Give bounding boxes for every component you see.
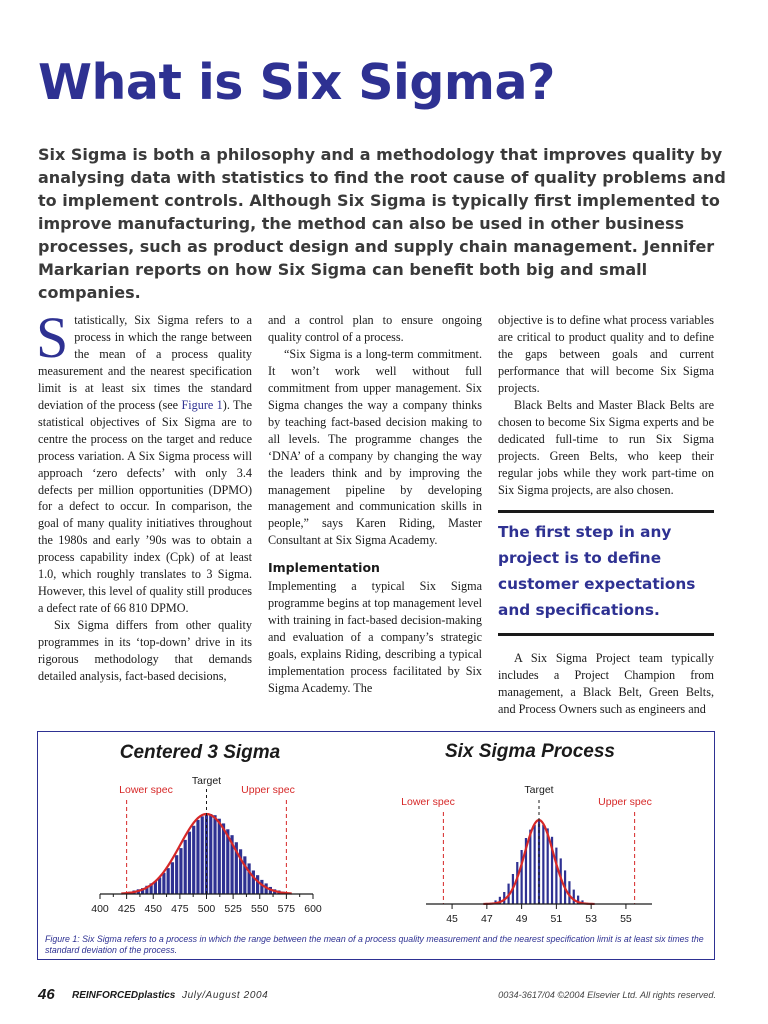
figure-1-link[interactable]: Figure 1 xyxy=(181,397,223,412)
histogram-bar xyxy=(179,848,182,894)
col3-paragraph-3: A Six Sigma Project team typically includes a Project Champion from management, a Black Belt, Green Belts, and Process Owners such as engineers and xyxy=(498,651,714,717)
x-tick-label: 51 xyxy=(550,913,563,925)
x-tick-label: 47 xyxy=(481,913,493,925)
upper-spec-label: Upper spec xyxy=(598,796,652,808)
drop-cap: S xyxy=(36,305,69,370)
histogram-bar xyxy=(158,878,161,894)
histogram-bar xyxy=(213,815,216,894)
histogram-bar xyxy=(573,890,575,904)
col1-p1-text-a: tatistically, Six Sigma refers to a process in which the range between the mean of a process quality measurement and the nearest specification limit is at least six times the standard deviation of the process (see xyxy=(38,313,252,412)
x-tick-label: 425 xyxy=(117,903,136,915)
column-3 xyxy=(498,312,714,718)
histogram-bar xyxy=(171,862,174,894)
target-label: Target xyxy=(524,784,554,796)
copyright-notice: 0034-3617/04 ©2004 Elsevier Ltd. All rights reserved. xyxy=(498,990,716,1000)
x-tick-label: 53 xyxy=(585,913,597,925)
col3-paragraph-2: Black Belts and Master Black Belts are chosen to become Six Sigma experts and be dedicated full-time to run Six Sigma projects. Green Belts, who keep their regular jobs while they work part-time on Six Sigma projects, are also chosen. xyxy=(498,397,714,497)
histogram-bar xyxy=(256,875,259,894)
column-2 xyxy=(268,312,482,697)
histogram-bar xyxy=(162,873,165,894)
x-tick-label: 400 xyxy=(91,903,109,915)
page-footer xyxy=(38,986,716,1006)
subhead-implementation: Implementation xyxy=(268,560,380,576)
x-tick-label: 45 xyxy=(446,913,458,925)
x-tick-label: 475 xyxy=(171,903,189,915)
chart-title: Six Sigma Process xyxy=(444,741,616,762)
figure-1 xyxy=(37,731,715,960)
magazine-name: REINFORCEDplastics xyxy=(72,990,176,1001)
x-tick-label: 575 xyxy=(277,903,296,915)
lower-spec-label: Lower spec xyxy=(119,784,173,796)
histogram-bar xyxy=(516,862,518,904)
col2-paragraph-2: “Six Sigma is a long-term commitment. It won’t work well without full commitment from upper management. Six Sigma changes the way a company thinks by teaching fact-based decision making to all levels. The programme changes the ‘DNA’ of a company by changing the way the leaders think and by improving the management pipeline by developing management and communication skills in people,” says Karen Riding, Master Consultant at Six Sigma Academy. xyxy=(268,346,482,548)
histogram-bar xyxy=(175,855,178,894)
x-tick-label: 600 xyxy=(304,903,322,915)
col2-paragraph-1: and a control plan to ensure ongoing quality control of a process. xyxy=(268,313,482,344)
x-tick-label: 550 xyxy=(250,903,269,915)
histogram-bar xyxy=(218,819,221,894)
x-tick-label: 525 xyxy=(224,903,242,915)
chart-title: Centered 3 Sigma xyxy=(119,742,281,763)
upper-spec-label: Upper spec xyxy=(241,784,295,796)
x-tick-label: 49 xyxy=(515,913,528,925)
col1-paragraph-2: Six Sigma differs from other quality programmes in its ‘top-down’ drive in its rigorous methodology that demands detailed analysis, fact-based decisions, xyxy=(38,618,252,684)
histogram-bar xyxy=(260,880,263,894)
figure-1-charts xyxy=(38,732,715,960)
histogram-bar xyxy=(222,823,225,894)
x-tick-label: 500 xyxy=(197,903,216,915)
target-label: Target xyxy=(191,775,222,787)
histogram-bar xyxy=(248,863,251,894)
col3-paragraph-1: objective is to define what process variables are critical to product quality and to define the gaps between goals and current performance that will become Six Sigma projects. xyxy=(498,313,714,395)
x-tick-label: 450 xyxy=(144,903,163,915)
histogram-bar xyxy=(209,814,212,894)
column-1 xyxy=(36,305,252,685)
lower-spec-label: Lower spec xyxy=(401,796,455,808)
histogram-bar xyxy=(167,868,170,894)
histogram-bar xyxy=(188,832,191,894)
histogram-bar xyxy=(184,840,187,894)
col1-p1-text-b: ). The statistical objectives of Six Sigma are to centre the process on the target and reduce process variation. A Six Sigma process will approach ‘zero defects’ with only 3.4 defects per million opportunities (DPMO) for a defect to occur. In comparison, the goal of many quality initiatives throughout the 1980s and early ’90s was to obtain a process capability index (Cpk) of at least 1.0, which roughly translates to 3 Sigma. However, this level of quality still produces a defect rate of 66 810 DPMO. xyxy=(38,397,252,616)
article-title: What is Six Sigma? xyxy=(38,54,555,111)
issue-date: July/August 2004 xyxy=(182,990,269,1001)
histogram-bar xyxy=(201,816,204,894)
x-tick-label: 55 xyxy=(620,913,632,925)
figure-caption: Figure 1: Six Sigma refers to a process in which the range between the mean of a process quality measurement and the nearest specification limit is at least six times the standard deviation of the process. xyxy=(45,934,704,955)
page-number: 46 xyxy=(38,986,55,1003)
standfirst: Six Sigma is both a philosophy and a methodology that improves quality by analysing data with statistics to find the root cause of quality problems and to implement controls. Although Six Sigma is typically first implemented to improve manufacturing, the method can also be used in other business processes, such as product design and supply chain management. Jennifer Markarian reports on how Six Sigma can benefit both big and small companies. xyxy=(38,145,726,302)
histogram-bar xyxy=(192,826,195,894)
pull-quote: The first step in any project is to define customer expectations and specifications. xyxy=(498,510,714,636)
histogram-bar xyxy=(534,825,536,904)
histogram-bar xyxy=(542,825,544,904)
histogram-bar xyxy=(196,820,199,894)
histogram-bar xyxy=(555,848,557,904)
col2-paragraph-3: Implementing a typical Six Sigma programme begins at top management level with training in fact-based decision-making and evaluation of a company’s strategic goals, explains Riding, describing a typical implementation process facilitated by Six Sigma Academy. The xyxy=(268,579,482,696)
col1-paragraph-1 xyxy=(36,305,252,617)
histogram-bar xyxy=(529,830,531,904)
